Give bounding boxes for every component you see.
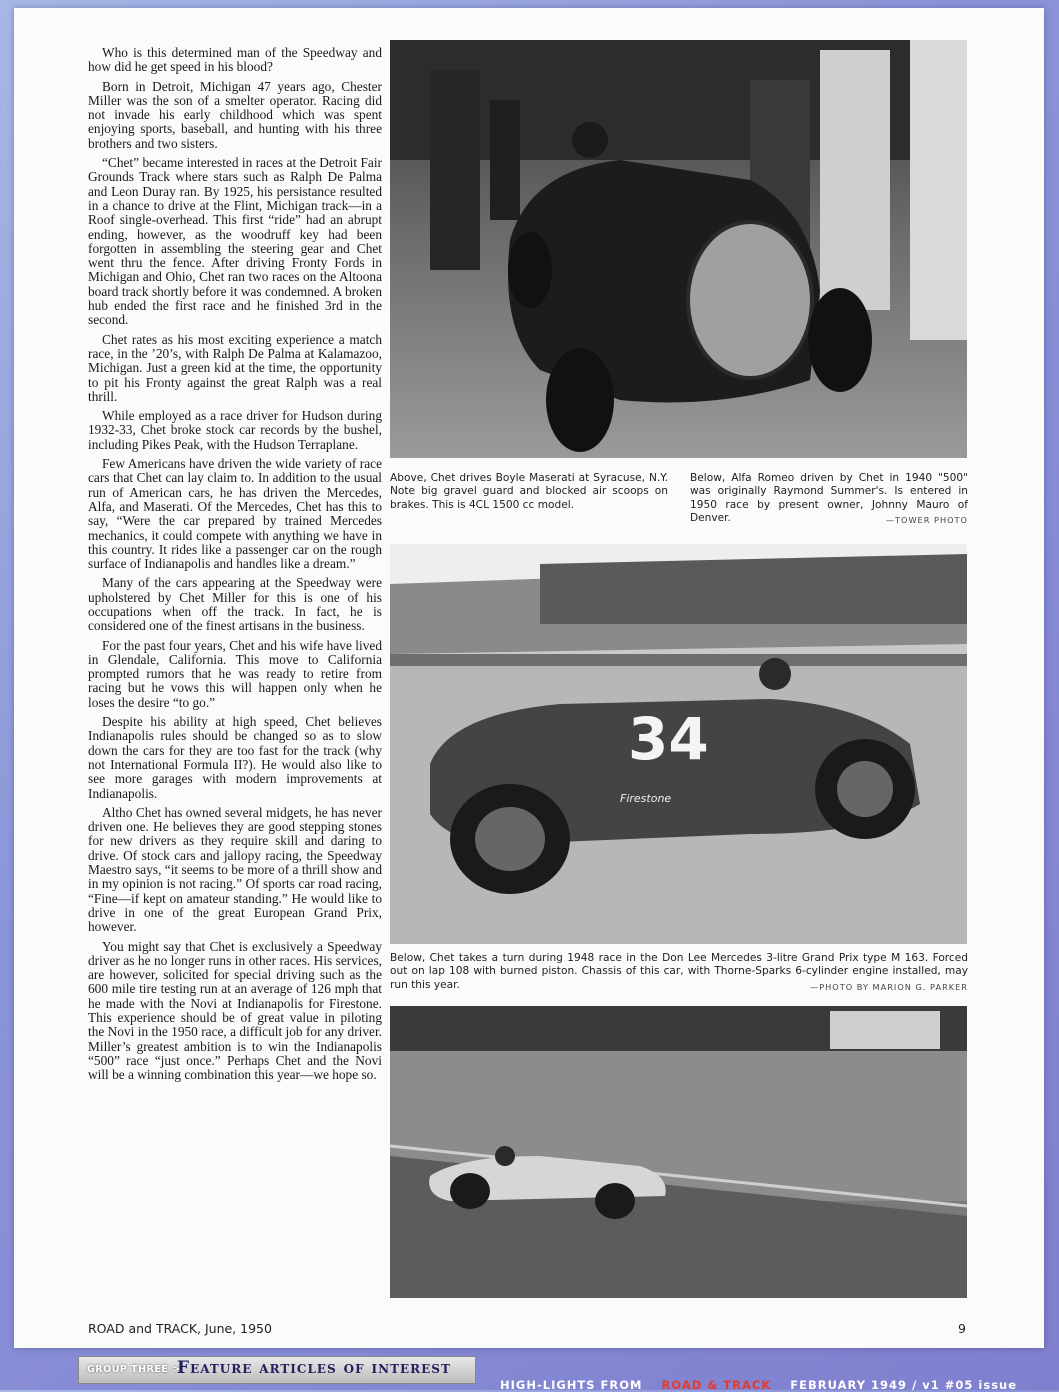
article-text-column <box>88 46 382 1087</box>
article-paragraph: Born in Detroit, Michigan 47 years ago, Chester Miller was the son of a smelter operator. Racing did not invade his early childhood which was spent enjoying sports, baseball, and hunting with his three brothers and two sisters. <box>88 78 382 151</box>
caption-maserati-text: Above, Chet drives Boyle Maserati at Syracuse, N.Y. Note big gravel guard and blocked air scoops on brakes. This is 4CL 1500 cc model. <box>390 472 668 511</box>
caption-alfa-romeo <box>690 472 968 528</box>
folio-left: ROAD and TRACK, June, 1950 <box>88 1321 272 1336</box>
car-number-text: 34 <box>628 705 709 773</box>
group-three-label: GROUP THREE > <box>87 1364 181 1375</box>
caption-mercedes-text: Below, Chet takes a turn during 1948 race in the Don Lee Mercedes 3-litre Grand Prix type M 163. Forced out on lap 108 with burned piston. Chassis of this car, with Thorne-Sparks 6-cylinder engine installed, may run this year. <box>390 952 968 991</box>
article-paragraph: “Chet” became interested in races at the Detroit Fair Grounds Track where stars such as Ralph De Palma and Leon Duray ran. By 1925, his persistance resulted in a chance to drive at the Flint, Michigan track—in a Roof single-overhead. This first “ride” had an abrupt ending, however, as the woodruff key had been forgotten in assembling the steering gear and Chet went thru the fence. After driving Fronty Fords in Michigan and Ohio, Chet ran two races on the Altoona board track shortly before it was condemned. A broken hub ended the first race and he finished 3rd in the second. <box>88 155 382 328</box>
page-number: 9 <box>958 1321 966 1336</box>
highlights-label: HIGH-LIGHTS FROM <box>500 1378 643 1392</box>
caption-mercedes <box>390 952 968 994</box>
brand-logo-text: ROAD & TRACK <box>661 1378 772 1392</box>
section-footer-bar <box>78 1356 476 1384</box>
photo-mercedes-m163 <box>390 1006 967 1298</box>
photo-credit-parker: —PHOTO BY MARION G. PARKER <box>810 981 968 992</box>
magazine-page <box>14 8 1044 1348</box>
photo-maserati-syracuse <box>390 40 967 458</box>
article-paragraph: Who is this determined man of the Speedway and how did he get speed in his blood? <box>88 45 382 75</box>
caption-alfa-text: Below, Alfa Romeo driven by Chet in 1940 "500" was originally Raymond Summer's. Is entered in 1950 race by present owner, Johnny Mauro of Denver. <box>690 472 968 525</box>
article-paragraph: Many of the cars appearing at the Speedway were upholstered by Chet Miller for this is one of his occupations when off the track. In fact, he is considered one of the finest artisans in the business. <box>88 575 382 634</box>
photo-alfa-romeo-34 <box>390 544 967 944</box>
article-paragraph: Despite his ability at high speed, Chet believes Indianapolis rules should be changed so as to slow down the cars for they are too fast for the track (why not International Formula II?). He would also like to see more garages with modern improvements at Indianapolis. <box>88 714 382 801</box>
tire-brand-text: Firestone <box>620 792 672 805</box>
article-paragraph: For the past four years, Chet and his wife have lived in Glendale, California. This move to California prompted rumors that he was ready to retire from racing but he vows this will happen only when he loses the desire “to go.” <box>88 637 382 710</box>
feature-articles-label: Feature articles of interest <box>177 1358 451 1378</box>
article-paragraph: Few Americans have driven the wide variety of race cars that Chet can lay claim to. In addition to the usual run of American cars, he has driven the Mercedes, Alfa, and Maserati. Of the Mercedes, Chet has this to say, “Were the car prepared by trained Mercedes mechanics, it could compete with anything we have in this country. It rides like a passenger car on the rough surface of Indianapolis and handles like a dream.” <box>88 456 382 572</box>
photo-credit-tower: —TOWER PHOTO <box>885 515 968 526</box>
article-paragraph: Chet rates as his most exciting experience a match race, in the ’20’s, with Ralph De Palma at Kalamazoo, Michigan. Just a green kid at the time, the opportunity to pit his Fronty against the great Ralph was a real thrill. <box>88 331 382 404</box>
article-paragraph: You might say that Chet is exclusively a Speedway driver as he no longer runs in other races. His services, are however, solicited for special driving such as the 600 mile tire testing run at an average of 126 mph that he made with the Novi at Indianapolis for Firestone. This experience should be of great value in piloting the Novi in the 1950 race, a difficult job for any driver. Miller’s greatest ambition is to win the Indianapolis “500” race “just once.” Perhaps Chet and the Novi will be a winning combination this year—we hope so. <box>88 938 382 1083</box>
caption-maserati <box>390 472 668 512</box>
issue-label: FEBRUARY 1949 / v1 #05 issue <box>790 1378 1018 1392</box>
article-paragraph: While employed as a race driver for Hudson during 1932-33, Chet broke stock car records by the bushel, including Pikes Peak, with the Hudson Terraplane. <box>88 408 382 452</box>
article-paragraph: Altho Chet has owned several midgets, he has never driven one. He believes they are good stepping stones for new drivers as they require skill and daring to drive. Of stock cars and jallopy racing, the Speedway Maestro says, “it seems to be more of a thrill show and in my opinion is not racing.” Of sports car road racing, “Fine—if kept on amateur standing.” He would like to drive in one of the great European Grand Prix, however. <box>88 804 382 935</box>
